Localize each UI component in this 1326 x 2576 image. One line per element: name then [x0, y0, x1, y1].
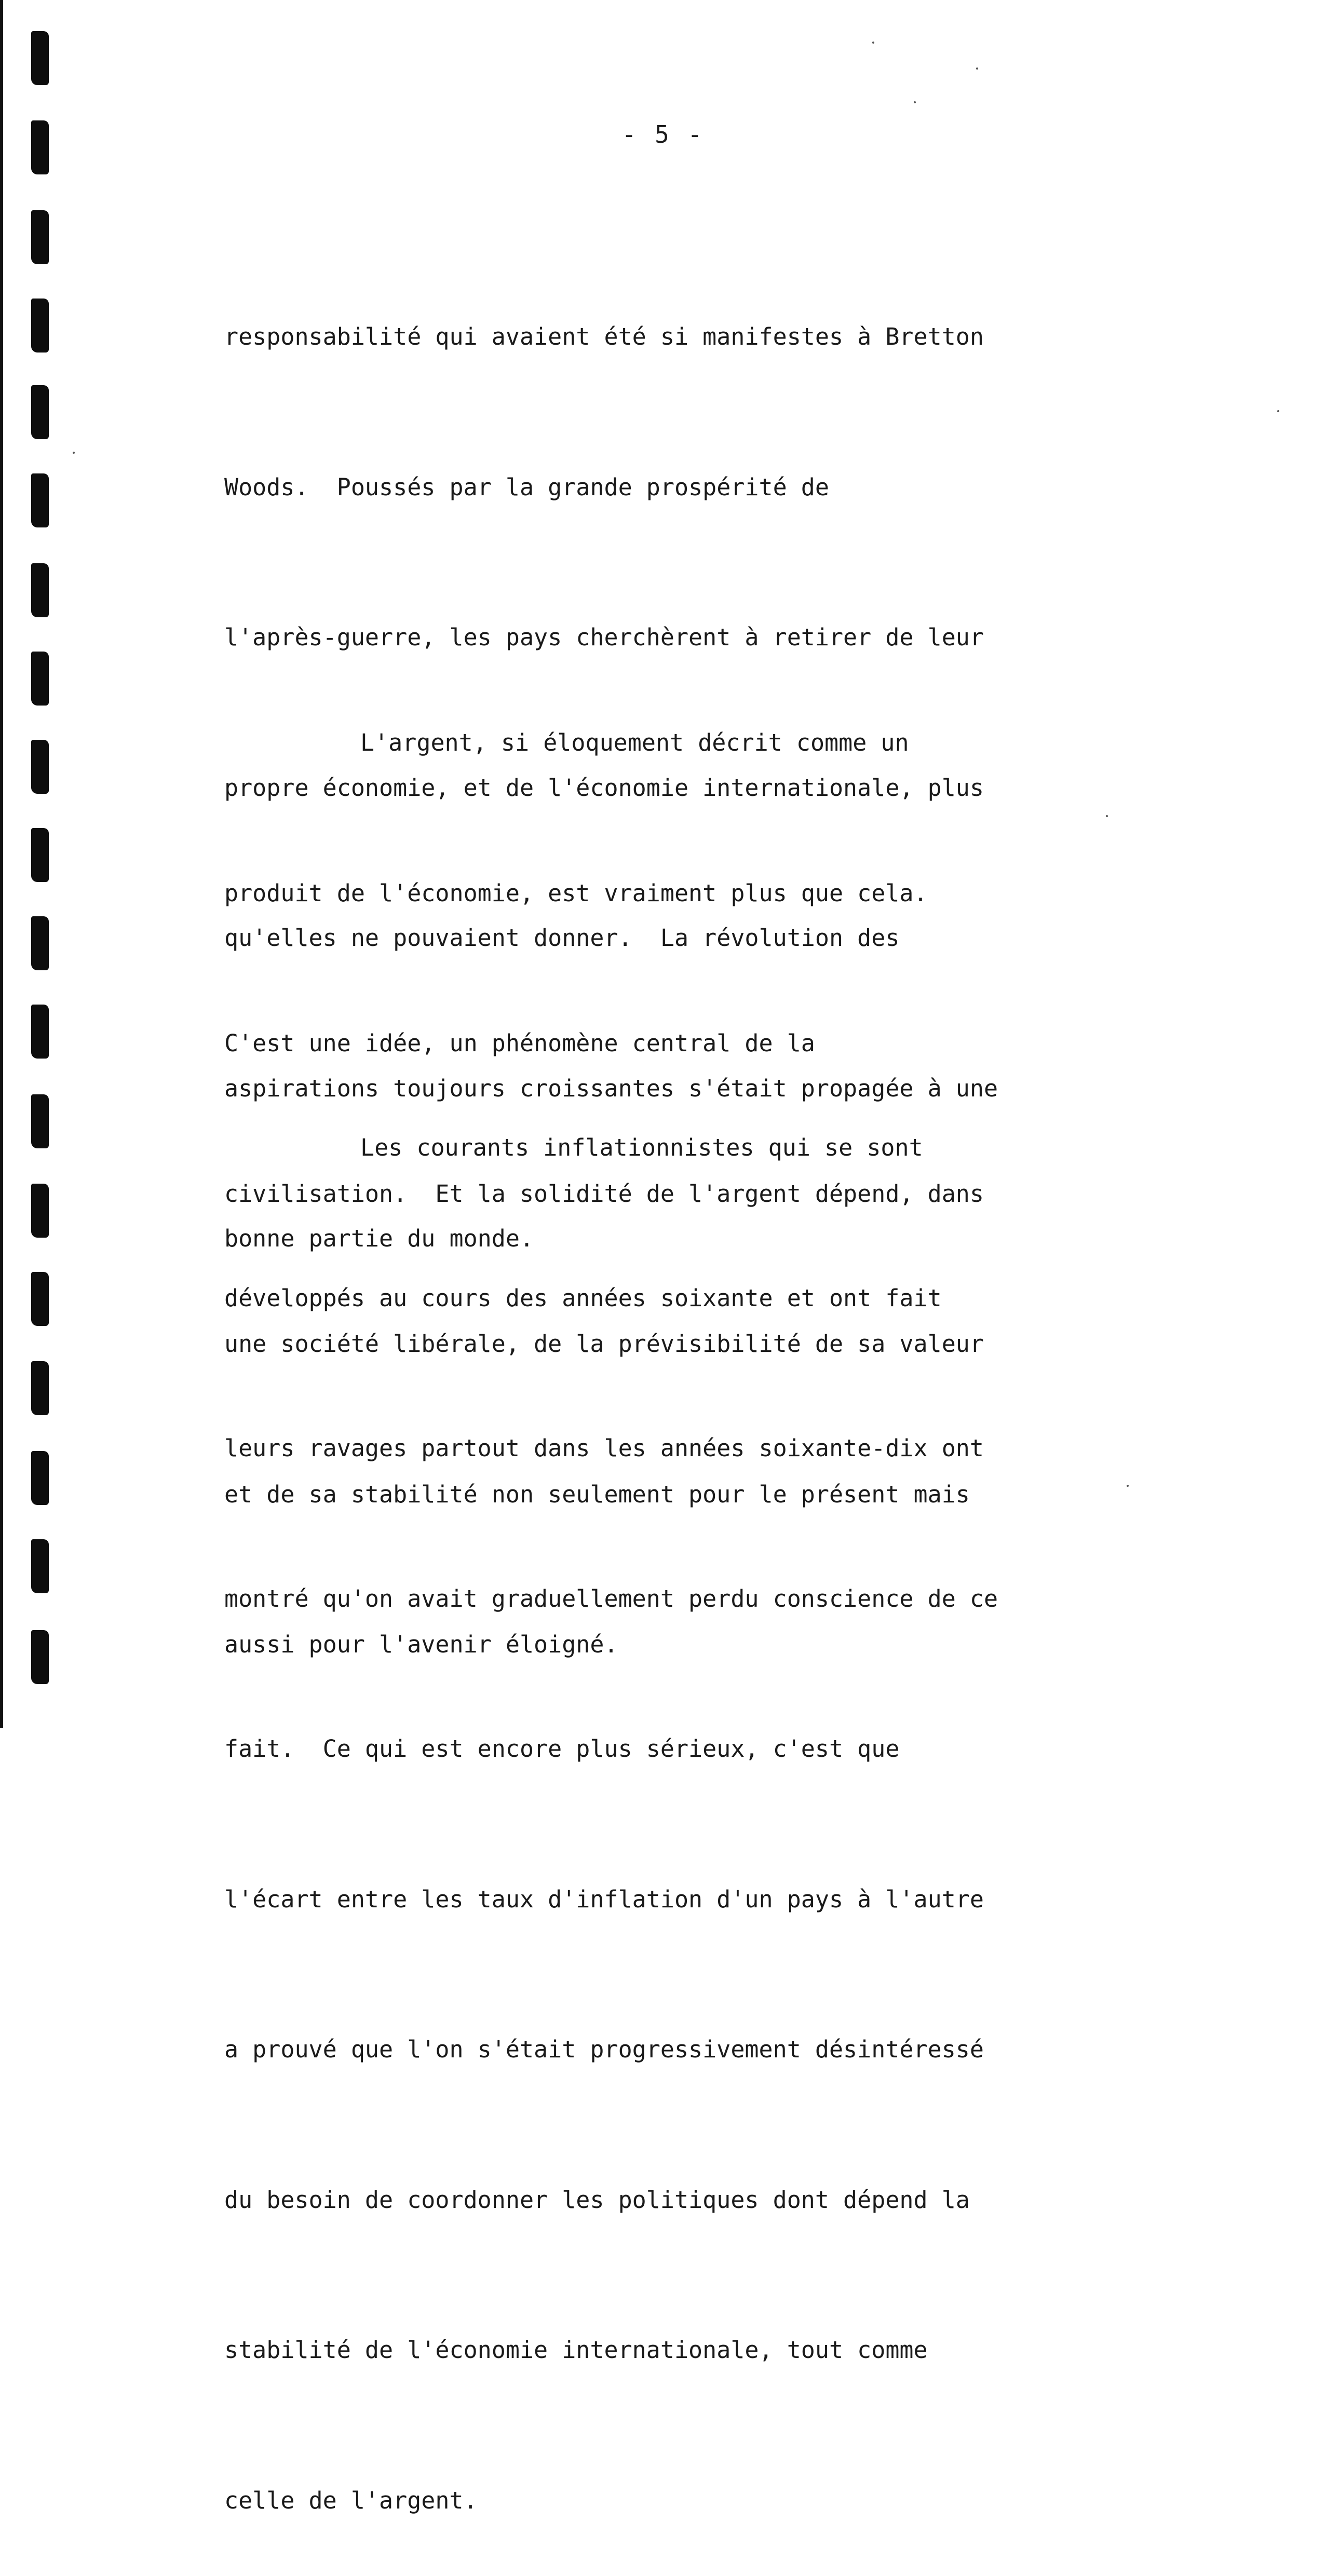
- page-number: - 5 -: [621, 120, 705, 148]
- text-line: l'après-guerre, les pays cherchèrent à retirer de leur: [224, 623, 984, 651]
- scan-speck: [872, 42, 874, 44]
- binding-mark: [31, 1361, 49, 1415]
- text-line: et de sa stabilité non seulement pour le présent mais: [224, 1480, 970, 1508]
- binding-mark: [31, 1630, 49, 1684]
- scan-speck: [914, 101, 916, 103]
- text-line: l'écart entre les taux d'inflation d'un pays à l'autre: [224, 1885, 984, 1913]
- binding-mark: [31, 31, 49, 85]
- text-line: propre économie, et de l'économie internationale, plus: [224, 774, 984, 802]
- text-line: celle de l'argent.: [224, 2486, 478, 2514]
- binding-mark: [31, 1184, 49, 1238]
- binding-holes: [0, 0, 62, 1728]
- binding-mark: [31, 652, 49, 706]
- scan-speck: [73, 452, 75, 454]
- binding-mark: [31, 563, 49, 617]
- binding-mark: [31, 385, 49, 439]
- text-line: aspirations toujours croissantes s'était propagée à une: [224, 1074, 998, 1102]
- binding-mark: [31, 828, 49, 882]
- text-line: une société libérale, de la prévisibilité de sa valeur: [224, 1330, 984, 1358]
- text-line: Woods. Poussés par la grande prospérité de: [224, 473, 829, 501]
- text-line: qu'elles ne pouvaient donner. La révolution des: [224, 924, 900, 952]
- text-line: leurs ravages partout dans les années soixante-dix ont: [224, 1434, 984, 1462]
- binding-mark: [31, 1094, 49, 1148]
- scan-speck: [1106, 815, 1108, 817]
- text-line: L'argent, si éloquement décrit comme un: [360, 729, 909, 756]
- scan-speck: [1127, 1485, 1129, 1487]
- binding-mark: [31, 299, 49, 352]
- paragraph-3: [224, 1023, 1076, 2576]
- text-line: bonne partie du monde.: [224, 1225, 534, 1252]
- text-line: stabilité de l'économie internationale, tout comme: [224, 2336, 928, 2364]
- text-line: produit de l'économie, est vraiment plus que cela.: [224, 879, 928, 907]
- binding-mark: [31, 210, 49, 264]
- text-line: montré qu'on avait graduellement perdu conscience de ce: [224, 1584, 998, 1612]
- text-line: du besoin de coordonner les politiques dont dépend la: [224, 2186, 970, 2214]
- text-line: C'est une idée, un phénomène central de la: [224, 1029, 815, 1057]
- binding-mark: [31, 916, 49, 970]
- binding-mark: [31, 1539, 49, 1593]
- binding-mark: [31, 1272, 49, 1326]
- text-line: Les courants inflationnistes qui se sont: [360, 1134, 923, 1161]
- text-line: développés au cours des années soixante et ont fait: [224, 1284, 942, 1312]
- text-line: responsabilité qui avaient été si manifestes à Bretton: [224, 323, 984, 350]
- text-line: aussi pour l'avenir éloigné.: [224, 1631, 618, 1658]
- scan-speck: [1277, 410, 1279, 412]
- binding-mark: [31, 473, 49, 527]
- text-line: a prouvé que l'on s'était progressivement désintéressé: [224, 2036, 984, 2063]
- binding-mark: [31, 740, 49, 794]
- binding-mark: [31, 1451, 49, 1505]
- binding-mark: [31, 1005, 49, 1059]
- scan-speck: [976, 67, 978, 70]
- text-line: civilisation. Et la solidité de l'argent dépend, dans: [224, 1179, 984, 1208]
- text-line: fait. Ce qui est encore plus sérieux, c'est que: [224, 1735, 900, 1762]
